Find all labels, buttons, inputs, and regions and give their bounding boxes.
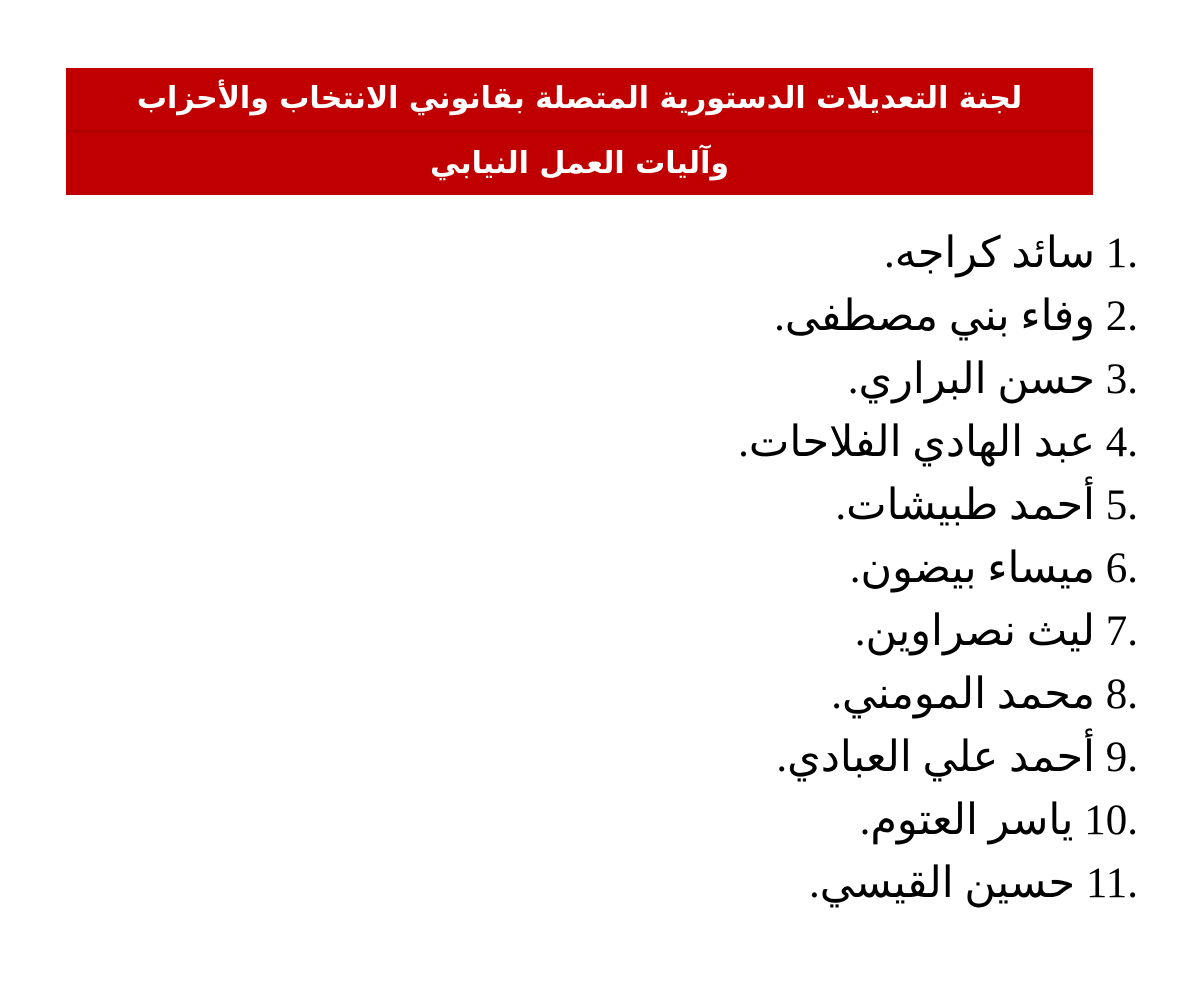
member-name: ليث نصراوين. [854,608,1095,655]
list-item [738,411,1138,474]
member-name: عبد الهادي الفلاحات. [738,419,1095,466]
member-name: وفاء بني مصطفى. [774,293,1095,340]
item-number: 2. [1105,293,1138,340]
member-name: محمد المومني. [831,671,1095,718]
list-item [738,348,1138,411]
item-number: 4. [1105,419,1138,466]
item-number: 10. [1084,797,1138,844]
item-number: 8. [1105,671,1138,718]
title-banner [66,68,1093,195]
item-number: 7. [1105,608,1138,655]
title-line-2: وآليات العمل النيابي [429,146,730,181]
member-list [738,222,1138,915]
member-name: حسين القيسي. [808,860,1076,907]
item-number: 1. [1105,230,1138,277]
list-item [738,285,1138,348]
member-name: ياسر العتوم. [859,797,1074,844]
item-number: 3. [1105,356,1138,403]
list-item [738,537,1138,600]
item-number: 6. [1105,545,1138,592]
list-item [738,852,1138,915]
title-line-1: لجنة التعديلات الدستورية المتصلة بقانوني الانتخاب والأحزاب [136,81,1023,116]
item-number: 11. [1085,860,1138,907]
list-item [738,726,1138,789]
list-item [738,663,1138,726]
item-number: 9. [1105,734,1138,781]
list-item [738,474,1138,537]
item-number: 5. [1105,482,1138,529]
member-name: حسن البراري. [847,356,1095,403]
list-item [738,600,1138,663]
member-name: ميساء بيضون. [849,545,1095,592]
list-item [738,789,1138,852]
member-name: أحمد طبيشات. [835,482,1095,529]
member-name: سائد كراجه. [884,230,1095,277]
list-item [738,222,1138,285]
member-name: أحمد علي العبادي. [776,734,1095,781]
